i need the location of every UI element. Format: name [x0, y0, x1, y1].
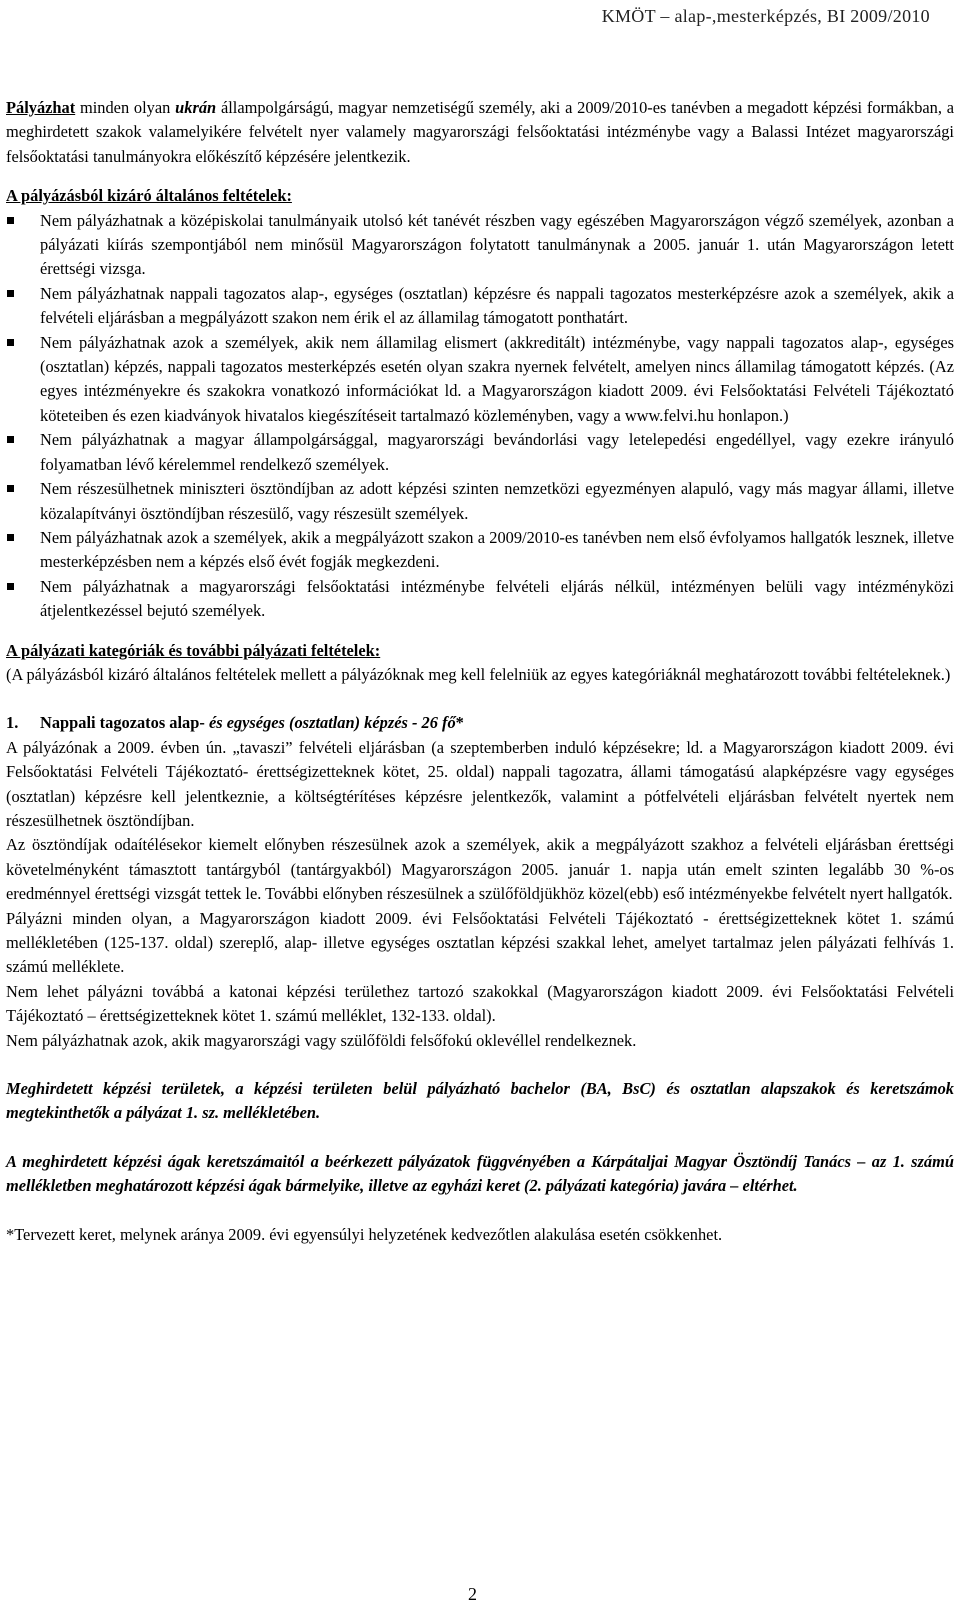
exclusion-item [6, 575, 954, 624]
quota-note: A meghirdetett képzési ágak keretszámaitól a beérkezett pályázatok függvényében a Kárpátaljai Magyar Ösztöndíj Tanács – az 1. számú mellékletben meghatározott képzési ágak bármelyike, illetve az egyházi keret (2. pályázati kategória) javára – eltérhet. [6, 1151, 954, 1196]
exclusion-item [6, 209, 954, 282]
page-number: 2 [468, 1584, 477, 1604]
exclusion-item-text: Nem pályázhatnak a középiskolai tanulmányaik utolsó két tanévét részben vagy egészében Magyarországon végző személyek, azonban a pályázati kiírás szempontjából nem minősül Magyarországon folytatott tanulmánynak a 2005. január 1. után Magyarországon letett érettségi vizsga. [40, 210, 954, 279]
bullet-square-icon [7, 436, 14, 443]
category-title-star: * [455, 713, 464, 733]
bullet-square-icon [7, 583, 14, 590]
bullet-square-icon [7, 217, 14, 224]
exclusion-item-text: Nem pályázhatnak nappali tagozatos alap-, egységes (osztatlan) képzésre és nappali tagozatos mesterképzésre azok a személyek, akik a felvételi eljárásban a megpályázott szakon nem érik el az államilag támogatott ponthatárt. [40, 283, 954, 328]
exclusion-item-text: Nem részesülhetnek miniszteri ösztöndíjban az adott képzési szinten nemzetközi egyezményen alapuló, vagy más magyar állami, illetve közalapítványi ösztöndíjban részesülő, vagy részesült személyek. [40, 479, 954, 523]
document-body [6, 96, 954, 1247]
exclusion-item [6, 526, 954, 575]
exclusion-item-text: Nem pályázhatnak azok a személyek, akik a megpályázott szakon a 2009/2010-es tanévben nem első évfolyamos hallgatók lesznek, illetve mesterképzésben nem a képzés első évét fogják megkezdeni. [40, 527, 954, 572]
category-1-paragraph: Nem lehet pályázni továbbá a katonai képzési területhez tartozó szakokkal (Magyarországon kiadott 2009. évi Felsőoktatási Felvételi Tájékoztató – érettségizetteknek kötet 1. számú melléklet, 132-133. oldal). [6, 981, 954, 1026]
category-1-paragraph: Pályázni minden olyan, a Magyarországon kiadott 2009. évi Felsőoktatási Felvételi Tájékoztató - érettségizetteknek kötet 1. számú mellékletében (125-137. oldal) szereplő, alap- illetve egységes osztatlan képzési szakkal lehet, amelyet tartalmaz jelen pályázati felhívás 1. számú melléklete. [6, 908, 954, 977]
category-title-bold: Nappali tagozatos alap- [40, 713, 209, 733]
page-header: KMÖT – alap-,mesterképzés, BI 2009/2010 [601, 6, 930, 26]
bullet-square-icon [7, 339, 14, 346]
category-1-paragraph: Az ösztöndíjak odaítélésekor kiemelt előnyben részesülnek azok a személyek, akik a megpályázott szakhoz a felvételi eljárásban érettségi követelményként támasztott tantárgyból (tantárgyakból) Magyarországon 2005. január 1. napja után emelt szinten legalább 30 %-os eredménnyel érettségi vizsgát tettek le. További előnyben részesülnek a szülőföldjükhöz közel(ebb) eső intézményekbe felvételt nyert hallgatók. [6, 835, 954, 904]
intro-ukran: ukrán [175, 98, 217, 117]
categories-note: (A pályázásból kizáró általános feltételek mellett a pályázóknak meg kell felelniük az egyes kategóriáknál meghatározott további feltételeknek.) [6, 664, 951, 684]
intro-text-2: állampolgárságú, magyar nemzetiségű személy, aki a 2009/2010-es tanévben a megadott képzési formákban, a meghirdetett szakok valamelyikére felvételt nyer valamely magyarországi felsőoktatási intézménybe vagy a Balassi Intézet magyarországi felsőoktatási tanulmányokra előkészítő képzésére jelentkezik. [6, 98, 955, 166]
categories-heading: A pályázati kategóriák és további pályázati feltételek: [6, 640, 381, 660]
exclusion-list [6, 209, 954, 624]
intro-paragraph [6, 96, 954, 169]
exclusion-item [6, 477, 954, 526]
exclusion-item-text: Nem pályázhatnak a magyar állampolgársággal, magyarországi bevándorlási vagy letelepedési engedéllyel, vagy ezekre irányuló folyamatban lévő kérelemmel rendelkező személyek. [40, 430, 954, 474]
exclusion-item [6, 282, 954, 331]
category-title-italic: és egységes (osztatlan) képzés - 26 fő [208, 713, 456, 733]
category-1-paragraph: A pályázónak a 2009. évben ún. „tavaszi” felvételi eljárásban (a szeptemberben induló képzésekre; ld. a Magyarországon kiadott 2009. évi Felsőoktatási Felvételi Tájékoztató- érettségizetteknek kötet, 25. oldal) nappali tagozatra, állami támogatású alapképzésre vagy egységes (osztatlan) képzésre kell jelentkeznie, a költségtérítéses képzésre jelentkezők, valamint a pótfelvételi eljárásban felvételt nyertek nem részesülhetnek ösztöndíjban. [6, 737, 954, 830]
category-1-title [6, 711, 954, 735]
exclusion-item-text: Nem pályázhatnak azok a személyek, akik nem államilag elismert (akkreditált) intézménybe, vagy nappali tagozatos alap-, egységes (osztatlan) képzés, nappali tagozatos mesterképzés esetén olyan szakra nyernek felvételt, amelyen nincs államilag támogatott képzés. (Az egyes intézményekre és szakokra vonatkozó információkat ld. a Magyarországon kiadott 2009. évi Felsőoktatási Felvételi Tájékoztató köteteiben és ezen kiadványok hivatalos kiegészítéseit tartalmazó közleményben, vagy a www.felvi.hu honlapon.) [40, 332, 954, 425]
bullet-square-icon [7, 534, 14, 541]
exclusion-item [6, 428, 954, 477]
exclusion-heading: A pályázásból kizáró általános feltételek: [6, 186, 292, 206]
footnote: *Tervezett keret, melynek aránya 2009. évi egyensúlyi helyzetének kedvezőtlen alakulása esetén csökkenhet. [6, 1224, 723, 1244]
category-1-paragraph: Nem pályázhatnak azok, akik magyarországi vagy szülőföldi felsőfokú oklevéllel rendelkeznek. [6, 1030, 637, 1050]
category-number: 1. [6, 713, 19, 733]
areas-note: Meghirdetett képzési területek, a képzési területen belül pályázható bachelor (BA, BsC) és osztatlan alapszakok és keretszámok megtekinthetők a pályázat 1. sz. mellékletében. [6, 1079, 954, 1123]
bullet-square-icon [7, 485, 14, 492]
intro-lead: Pályázhat [6, 98, 76, 117]
exclusion-item [6, 331, 954, 429]
bullet-square-icon [7, 290, 14, 297]
exclusion-item-text: Nem pályázhatnak a magyarországi felsőoktatási intézménybe felvételi eljárás nélkül, intézményen belüli vagy intézményközi átjelentkezéssel bejutó személyek. [40, 576, 954, 621]
intro-text-1: minden olyan [75, 98, 176, 117]
